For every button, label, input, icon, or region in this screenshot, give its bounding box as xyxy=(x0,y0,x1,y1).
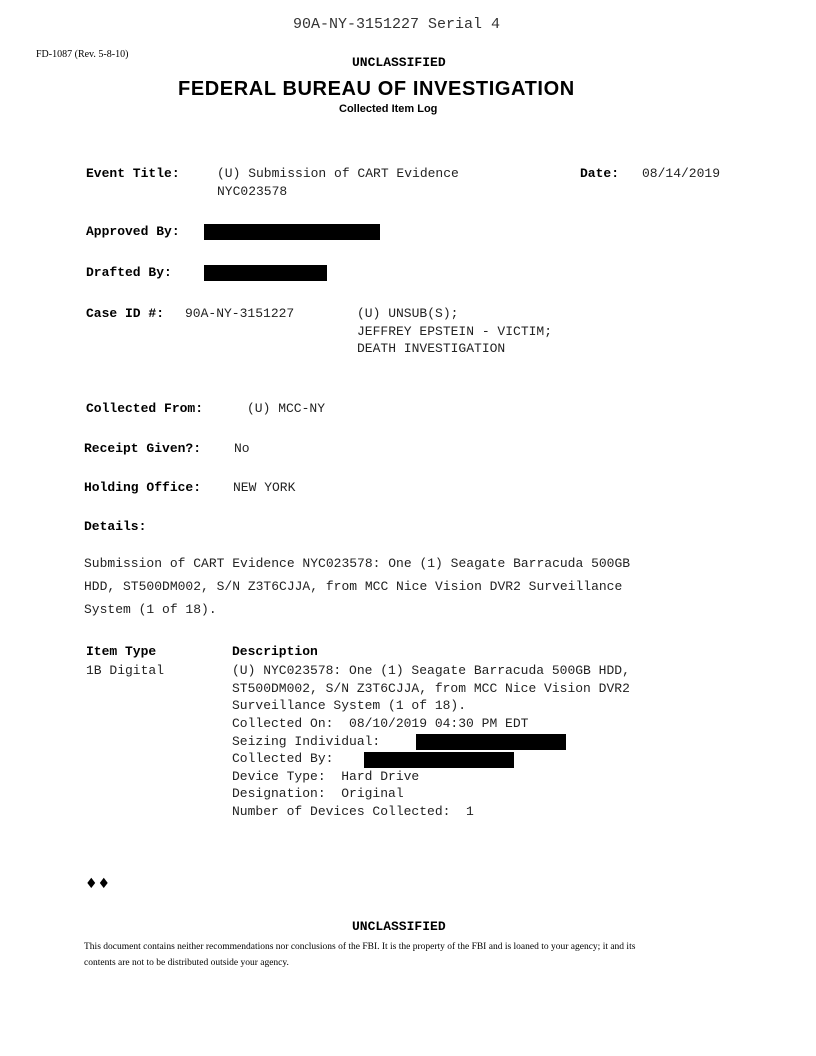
agency-title: FEDERAL BUREAU OF INVESTIGATION xyxy=(178,78,575,100)
disclaimer-line2: contents are not to be distributed outside your agency. xyxy=(84,958,289,968)
redaction-seizing-individual xyxy=(416,734,566,750)
case-title-line1: (U) UNSUB(S); xyxy=(357,306,459,321)
collected-from-label: Collected From: xyxy=(86,401,204,416)
classification-bottom: UNCLASSIFIED xyxy=(352,919,446,934)
description-line1: (U) NYC023578: One (1) Seagate Barracuda 500GB HDD, xyxy=(232,663,630,678)
event-title-line1: (U) Submission of CART Evidence xyxy=(217,166,459,181)
details-line1: Submission of CART Evidence NYC023578: One (1) Seagate Barracuda 500GB xyxy=(84,556,631,571)
collected-from-value: (U) MCC-NY xyxy=(247,401,326,416)
collected-on: Collected On: 08/10/2019 04:30 PM EDT xyxy=(232,716,529,731)
event-title-label: Event Title: xyxy=(86,166,180,181)
item-type-header: Item Type xyxy=(86,644,157,659)
form-id: FD-1087 (Rev. 5-8-10) xyxy=(36,49,129,60)
redaction-collected-by xyxy=(364,752,514,768)
details-line2: HDD, ST500DM002, S/N Z3T6CJJA, from MCC Nice Vision DVR2 Surveillance xyxy=(84,579,623,594)
details-label: Details: xyxy=(84,519,147,534)
holding-office-value: NEW YORK xyxy=(233,480,296,495)
classification-top: UNCLASSIFIED xyxy=(352,55,446,70)
seizing-individual-label: Seizing Individual: xyxy=(232,734,381,749)
holding-office-label: Holding Office: xyxy=(84,480,202,495)
case-title-line2: JEFFREY EPSTEIN - VICTIM; xyxy=(357,324,553,339)
case-id-value: 90A-NY-3151227 xyxy=(185,306,295,321)
redaction-approved-by xyxy=(204,224,380,240)
item-type-value: 1B Digital xyxy=(86,663,165,678)
collected-by-label: Collected By: xyxy=(232,751,334,766)
case-id-label: Case ID #: xyxy=(86,306,165,321)
form-subtitle: Collected Item Log xyxy=(339,103,438,115)
description-line2: ST500DM002, S/N Z3T6CJJA, from MCC Nice Vision DVR2 xyxy=(232,681,630,696)
date-value: 08/14/2019 xyxy=(642,166,721,181)
drafted-by-label: Drafted By: xyxy=(86,265,172,280)
description-line3: Surveillance System (1 of 18). xyxy=(232,698,467,713)
device-type: Device Type: Hard Drive xyxy=(232,769,420,784)
diamond-marks: ♦♦ xyxy=(85,876,111,892)
date-label: Date: xyxy=(580,166,620,181)
event-title-line2: NYC023578 xyxy=(217,184,288,199)
redaction-drafted-by xyxy=(204,265,327,281)
description-header: Description xyxy=(232,644,318,659)
designation: Designation: Original xyxy=(232,786,404,801)
case-title-line3: DEATH INVESTIGATION xyxy=(357,341,506,356)
disclaimer-line1: This document contains neither recommendations nor conclusions of the FBI. It is the property of the FBI and is loaned to your agency; it and its xyxy=(84,942,636,952)
details-line3: System (1 of 18). xyxy=(84,602,217,617)
receipt-given-label: Receipt Given?: xyxy=(84,441,202,456)
num-devices-collected: Number of Devices Collected: 1 xyxy=(232,804,474,819)
approved-by-label: Approved By: xyxy=(86,224,180,239)
receipt-given-value: No xyxy=(234,441,250,456)
serial-number: 90A-NY-3151227 Serial 4 xyxy=(293,16,501,33)
